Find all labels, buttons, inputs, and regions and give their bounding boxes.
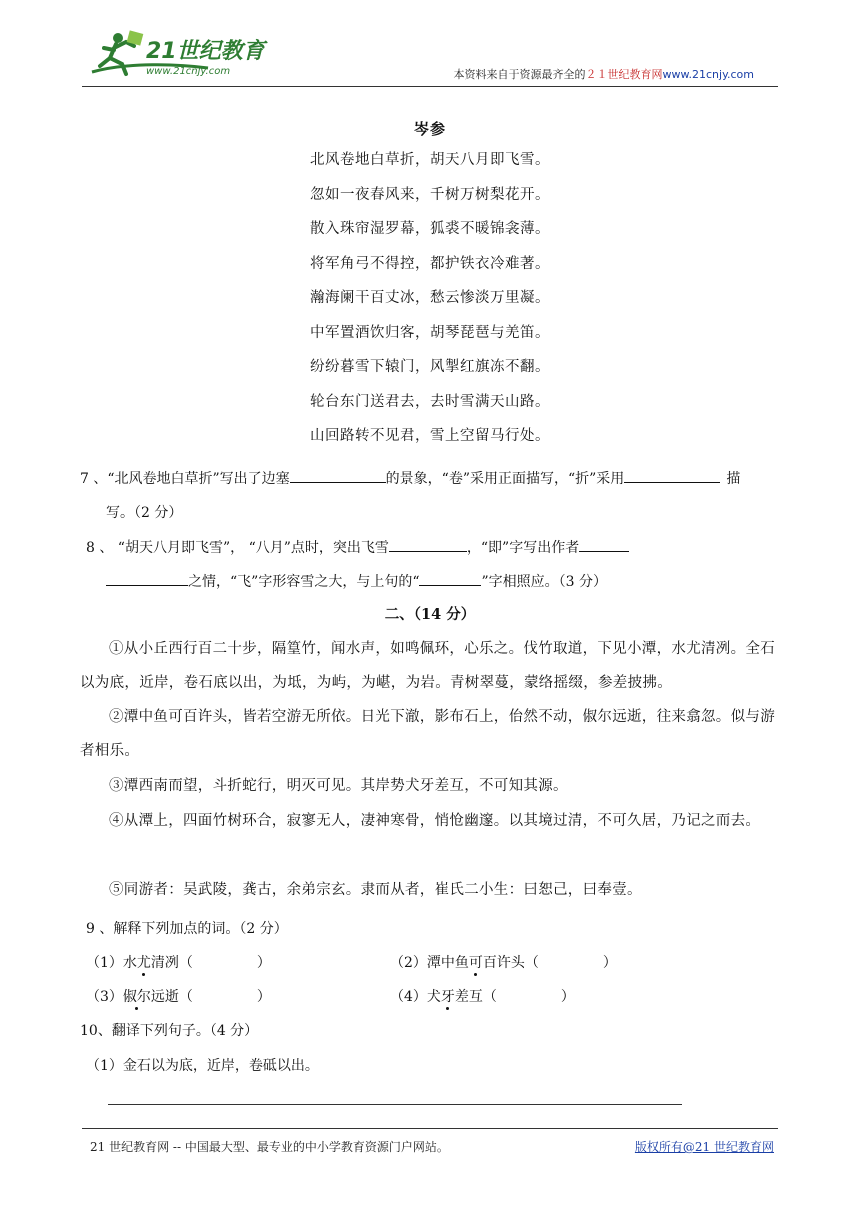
answer-blank[interactable] [106,571,188,586]
answer-blank[interactable] [419,571,481,586]
svg-text:21世纪教育: 21世纪教育 [146,39,265,64]
q9-item-3: （3）俶尔远逝（ ） [86,989,271,1005]
poem-line: 北风卷地白草折，胡天八月即飞雪。 [310,152,550,168]
poem-line: 中军置酒饮归客，胡琴琵琶与羌笛。 [310,324,550,341]
dotted-word: 可 [468,955,483,971]
runner-logo-icon [88,28,288,82]
poem-line: 将军角弓不得控，都护铁衣冷难著。 [310,255,550,272]
question-10-title: 10、翻译下列句子。（4 分） [80,1023,259,1039]
poem-lines [0,150,860,461]
question-8-cont: 之情，“飞”字形容雪之大，与上句的“ ”字相照应。（3 分） [106,571,607,591]
poem-author: 岑参 [413,120,446,138]
question-7-cont: 写。（2 分） [106,505,183,521]
question-9-title: 9 、解释下列加点的词。（2 分） [86,921,288,937]
question-10-item-1: （1）金石以为底，近岸，卷砥以出。 [86,1058,319,1074]
answer-blank[interactable] [290,468,386,483]
footer-text: 21 世纪教育网 -- 中国最大型、最专业的中小学教育资源门户网站。 [90,1140,449,1154]
answer-blank[interactable] [624,468,720,483]
dotted-word: 尤 [136,955,151,971]
poem-line: 散入珠帘湿罗幕，狐裘不暖锦衾薄。 [310,221,550,237]
answer-line[interactable] [108,1104,682,1105]
poem-line: 山回路转不见君，雪上空留马行处。 [310,428,550,444]
copyright-link[interactable]: 版权所有@21 世纪教育网 [634,1140,774,1154]
passage-paragraph-3: ③潭西南而望，斗折蛇行，明灭可见。其岸势犬牙差互，不可知其源。 [109,778,568,794]
passage-paragraph-1: ①从小丘西行百二十步，隔篁竹，闻水声，如鸣佩环，心乐之。伐竹取道，下见小潭，水尤清冽。全石以为底，近岸，卷石底以出，为坻，为屿，为嵁，为岩。青树翠蔓，蒙络摇缀，参差披拂。 [80,641,775,691]
passage-paragraph-5: ⑤同游者：吴武陵，龚古，余弟宗玄。隶而从者，崔氏二小生：曰恕己，曰奉壹。 [109,882,642,898]
answer-blank[interactable] [579,537,629,552]
poem-line: 轮台东门送君去，去时雪满天山路。 [310,393,550,410]
poem-line: 纷纷暮雪下辕门，风掣红旗冻不翻。 [310,359,550,375]
q9-item-4: （4）犬牙差互（ ） [390,989,575,1005]
q9-item-1: （1）水尤清冽（ ） [86,955,271,971]
dotted-word: 俶尔 [122,989,151,1005]
header-url-link[interactable]: www.21cnjy.com [662,68,754,81]
brand-logo [88,28,288,82]
q9-item-2: （2）潭中鱼可百许头（ ） [390,955,617,971]
footer-divider [82,1128,778,1129]
passage-paragraph-4: ④从潭上，四面竹树环合，寂寥无人，凄神寒骨，悄怆幽邃。以其境过清，不可久居，乃记之而去。 [109,813,761,829]
question-8: 8 、 “胡天八月即飞雪”， “八月”点时，突出飞雪 ，“即”字写出作者 [86,537,629,557]
passage-paragraph-2: ②潭中鱼可百许头，皆若空游无所依。日光下澈，影布石上，佁然不动，俶尔远逝，往来翕忽。似与游者相乐。 [80,709,775,759]
dotted-word: 牙 [440,989,455,1005]
poem-line: 瀚海阑干百丈冰，愁云惨淡万里凝。 [310,290,550,306]
header-divider [82,86,778,87]
question-7: 7 、“北风卷地白草折”写出了边塞 的景象，“卷”采用正面描写，“折”采用 描 [80,468,740,488]
poem-line: 忽如一夜春风来，千树万树梨花开。 [310,186,550,203]
header-note: 本资料来自于资源最齐全的２１世纪教育网www.21cnjy.com [453,68,754,81]
answer-blank[interactable] [389,537,467,552]
svg-text:www.21cnjy.com: www.21cnjy.com [146,66,231,77]
section-title: 二、（14 分） [384,606,476,623]
